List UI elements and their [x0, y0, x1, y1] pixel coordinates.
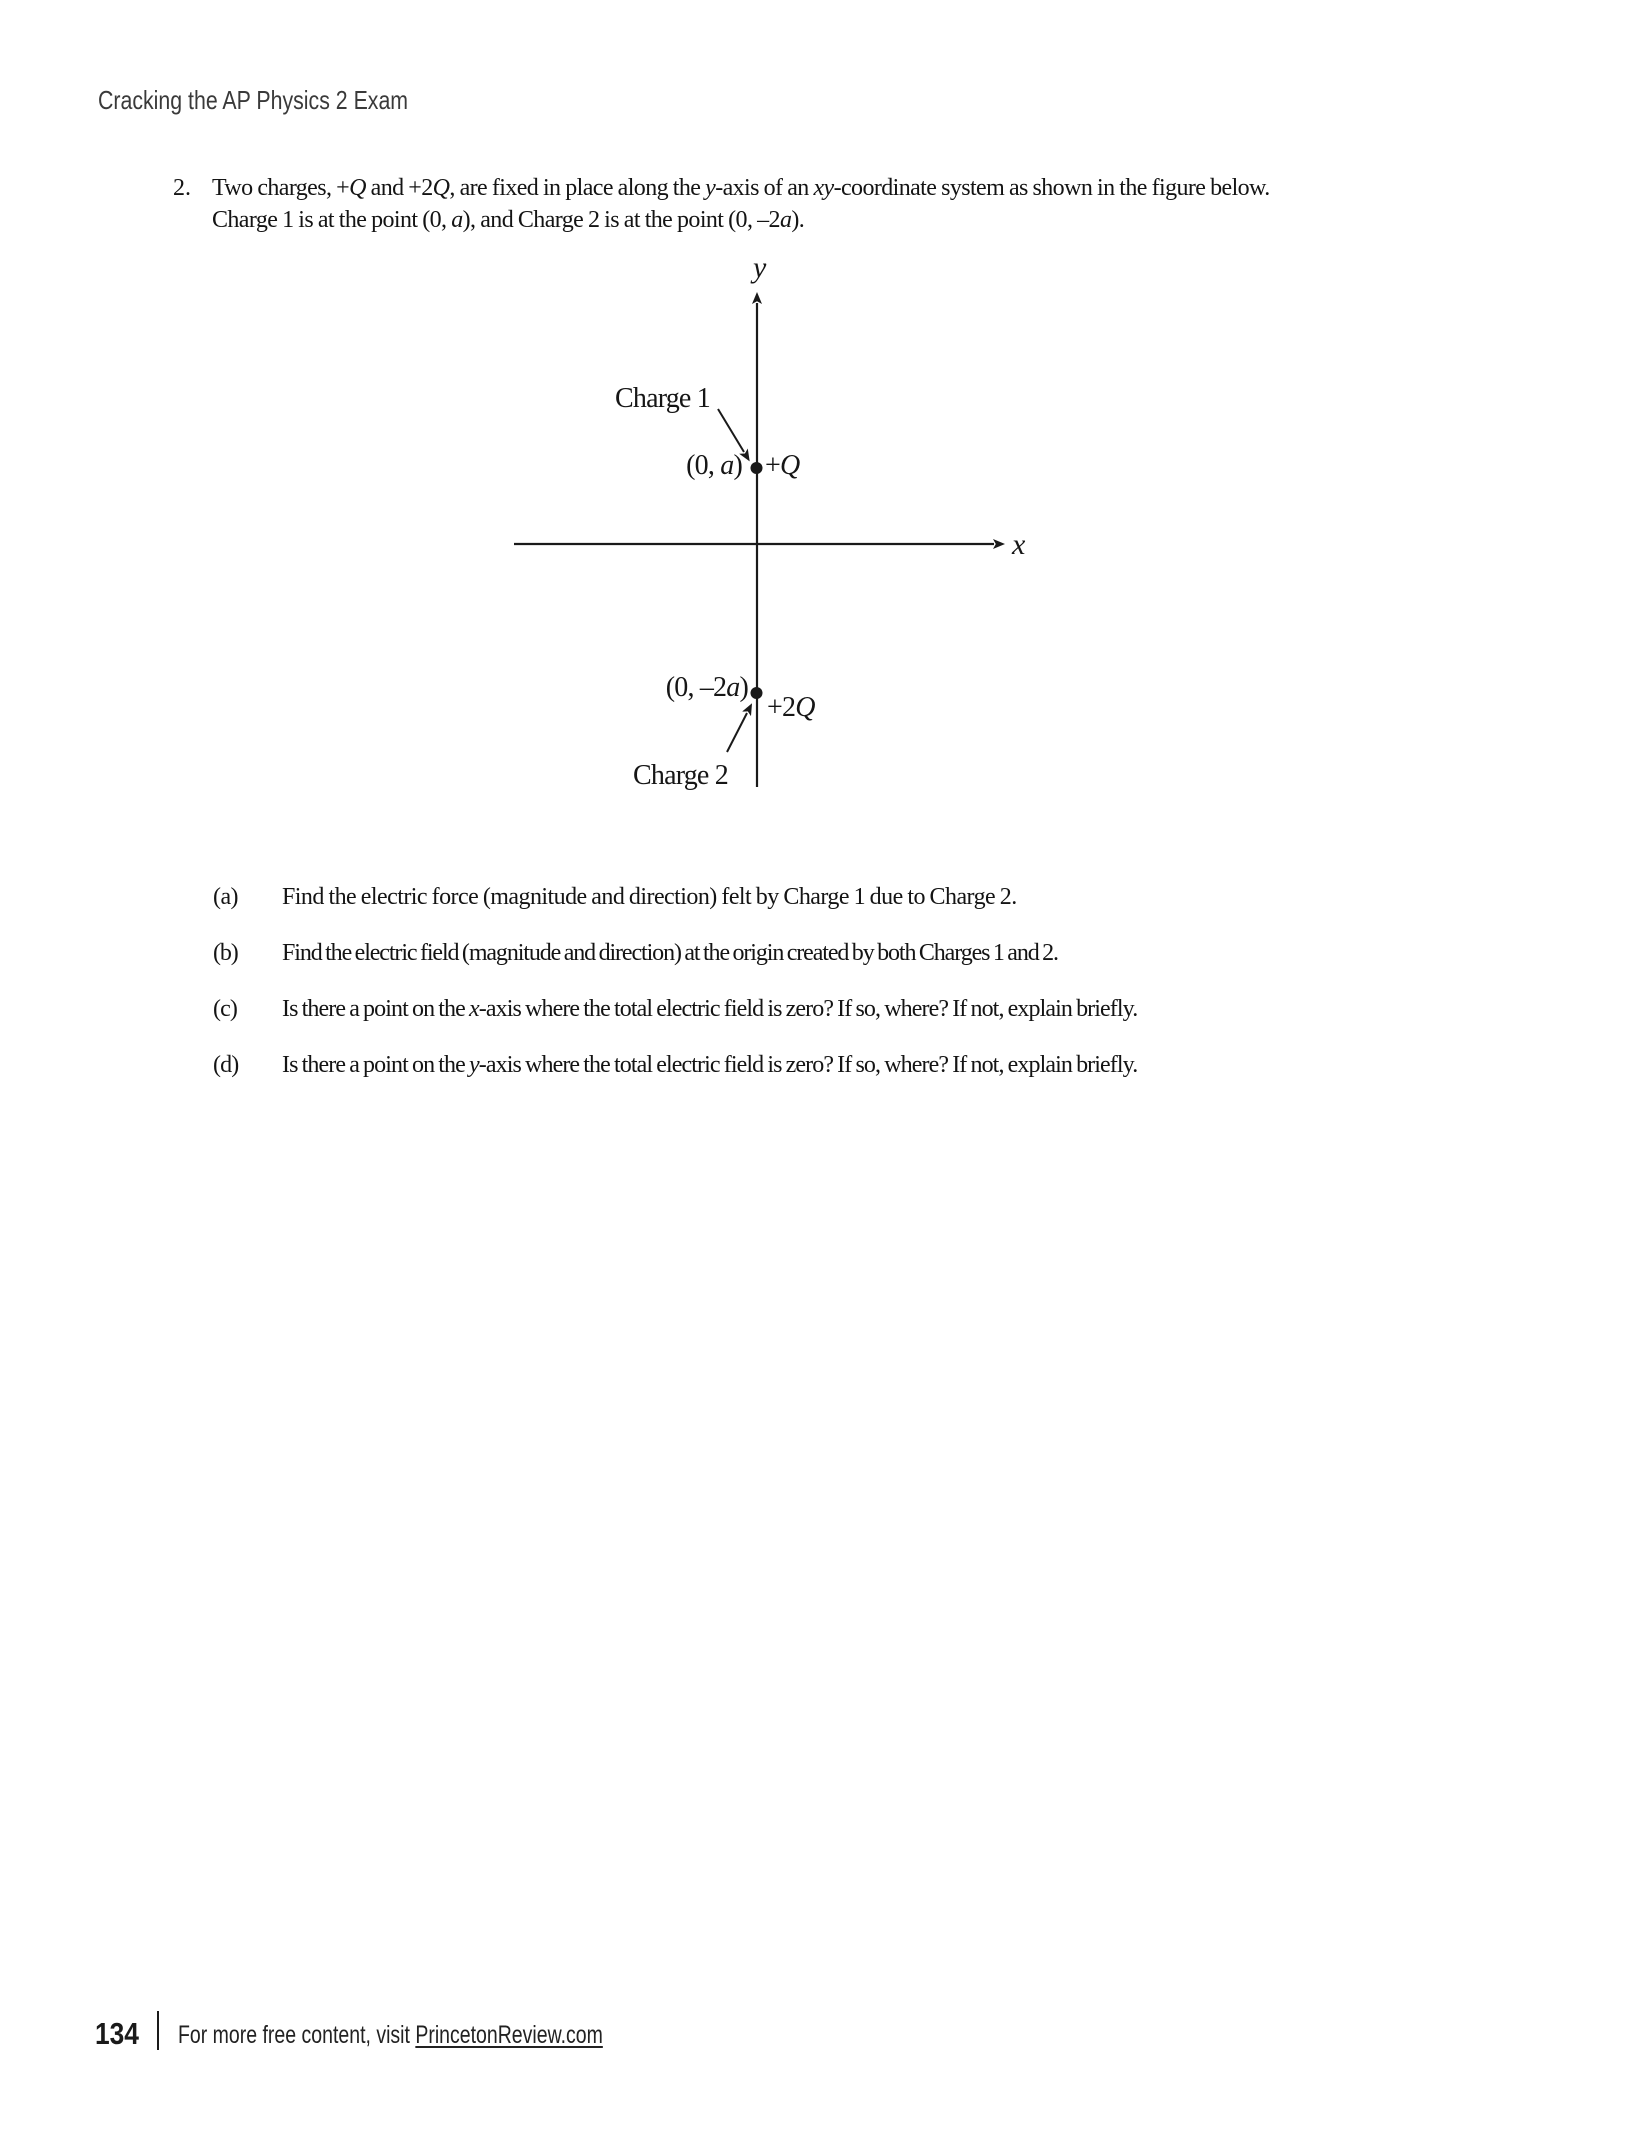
- y-axis-label: y: [753, 251, 767, 284]
- footer-link[interactable]: PrincetonReview.com: [415, 2021, 603, 2049]
- footer-message: For more free content, visit: [178, 2021, 416, 2049]
- page-header-title: Cracking the AP Physics 2 Exam: [98, 85, 409, 115]
- charge1-coordinate: (0, a): [686, 450, 742, 481]
- x-axis-label: x: [1012, 528, 1026, 561]
- charge1-value: +Q: [765, 450, 800, 481]
- footer-text: [178, 2023, 603, 2048]
- part-b-label: (b): [213, 940, 238, 966]
- question-part-c: [213, 997, 1137, 1021]
- question-part-d: [213, 1053, 1137, 1077]
- question-part-b: [213, 941, 1058, 965]
- part-d-label: (d): [213, 1052, 239, 1078]
- question-line-1: Two charges, +Q and +2Q, are fixed in place along the y-axis of an xy-coordinate system as shown in the figure below.: [212, 175, 1270, 201]
- question-line-2: Charge 1 is at the point (0, a), and Charge 2 is at the point (0, –2a).: [212, 207, 805, 233]
- charge1-label: Charge 1: [615, 383, 710, 414]
- charge1-dot: [751, 462, 763, 474]
- part-d-text: Is there a point on the y-axis where the total electric field is zero? If so, where? If not, explain briefly.: [282, 1052, 1138, 1078]
- charge2-coordinate: (0, –2a): [665, 672, 748, 703]
- charge2-value: +2Q: [767, 692, 815, 723]
- question-text: [212, 172, 1270, 236]
- part-c-text: Is there a point on the x-axis where the total electric field is zero? If so, where? If not, explain briefly.: [282, 996, 1138, 1022]
- footer-divider: [157, 2011, 159, 2050]
- coordinate-figure: [480, 240, 1060, 800]
- part-a-label: (a): [213, 884, 238, 910]
- charge1-pointer-arrow: [718, 409, 744, 452]
- charge2-label: Charge 2: [633, 760, 728, 791]
- part-b-text: Find the electric field (magnitude and direction) at the origin created by both Charges 1 and 2.: [282, 940, 1058, 966]
- part-c-label: (c): [213, 996, 237, 1022]
- part-a-text: Find the electric force (magnitude and direction) felt by Charge 1 due to Charge 2.: [282, 884, 1017, 910]
- question-part-a: [213, 885, 1017, 909]
- charge2-dot: [751, 687, 763, 699]
- charge2-pointer-arrow: [727, 713, 747, 752]
- question-number: 2.: [173, 175, 191, 201]
- page-number: 134: [95, 2016, 139, 2051]
